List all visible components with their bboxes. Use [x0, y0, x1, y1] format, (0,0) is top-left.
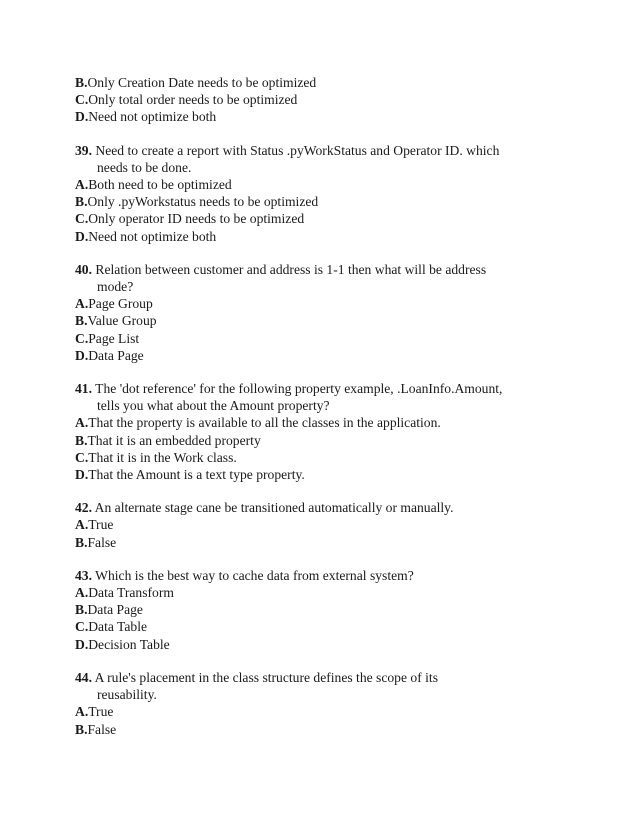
option-text: Data Table [88, 619, 148, 635]
spacer [75, 364, 575, 380]
option-text: That the Amount is a text type property. [88, 467, 305, 483]
question-39 [75, 142, 575, 245]
question-number: 40. [75, 261, 92, 277]
option-text: Data Transform [88, 585, 174, 601]
question-text: An alternate stage cane be transitioned automatically or manually. [94, 500, 454, 516]
question-43 [75, 567, 575, 653]
option-text: Only operator ID needs to be optimized [88, 211, 305, 227]
spacer [75, 126, 575, 142]
option-line [75, 74, 575, 91]
option-line [75, 295, 575, 312]
option-text: Both need to be optimized [88, 177, 232, 193]
option-letter: D. [75, 228, 89, 244]
option-text: False [87, 534, 117, 550]
option-letter: C. [75, 211, 89, 227]
question-text: Need to create a report with Status .pyWorkStatus and Operator ID. which [95, 142, 500, 158]
option-text: That it is an embedded property [87, 432, 261, 448]
option-text: True [88, 704, 114, 720]
option-text: True [88, 517, 114, 533]
option-letter: B. [75, 721, 88, 737]
option-letter: C. [75, 449, 89, 465]
option-letter: D. [75, 347, 89, 363]
option-letter: B. [75, 313, 88, 329]
question-number: 41. [75, 381, 92, 397]
question-line [75, 567, 575, 584]
option-text: Page List [88, 330, 140, 346]
option-line [75, 516, 575, 533]
option-letter: C. [75, 619, 89, 635]
question-line-continued [75, 686, 575, 703]
option-text: Only total order needs to be optimized [88, 92, 298, 108]
question-text: Which is the best way to cache data from external system? [95, 567, 414, 583]
option-line [75, 636, 575, 653]
option-line [75, 108, 575, 125]
option-letter: A. [75, 415, 89, 431]
question-number: 44. [75, 669, 92, 685]
question-text: The 'dot reference' for the following property example, .LoanInfo.Amount, [95, 381, 503, 397]
document-page [75, 74, 575, 738]
option-line [75, 584, 575, 601]
question-line [75, 261, 575, 278]
option-line [75, 703, 575, 720]
question-number: 39. [75, 142, 92, 158]
option-text: Data Page [88, 347, 144, 363]
spacer [75, 551, 575, 567]
question-44 [75, 669, 575, 738]
question-line [75, 142, 575, 159]
option-line [75, 193, 575, 210]
option-text: That it is in the Work class. [88, 449, 237, 465]
question-42 [75, 499, 575, 551]
question-line-continued [75, 159, 575, 176]
option-line [75, 449, 575, 466]
question-text: needs to be done. [97, 159, 192, 175]
continued-options [75, 74, 575, 126]
spacer [75, 483, 575, 499]
option-line [75, 721, 575, 738]
question-text: tells you what about the Amount property? [97, 398, 330, 414]
option-letter: B. [75, 432, 88, 448]
option-text: Value Group [87, 313, 157, 329]
question-line-continued [75, 278, 575, 295]
spacer [75, 653, 575, 669]
option-text: Decision Table [88, 636, 170, 652]
question-text: mode? [97, 279, 134, 295]
option-letter: B. [75, 75, 88, 90]
option-text: Need not optimize both [88, 228, 217, 244]
option-line [75, 414, 575, 431]
option-text: That the property is available to all the classes in the application. [88, 415, 441, 431]
option-text: Data Page [87, 602, 143, 618]
question-line-continued [75, 397, 575, 414]
option-line [75, 534, 575, 551]
option-letter: A. [75, 704, 89, 720]
option-letter: D. [75, 109, 89, 125]
question-40 [75, 261, 575, 364]
option-text: Need not optimize both [88, 109, 217, 125]
option-letter: A. [75, 177, 89, 193]
question-line [75, 499, 575, 516]
option-letter: B. [75, 602, 88, 618]
question-text: Relation between customer and address is 1-1 then what will be address [95, 261, 487, 277]
spacer [75, 245, 575, 261]
question-text: reusability. [97, 687, 157, 703]
option-letter: C. [75, 330, 89, 346]
question-text: A rule's placement in the class structure defines the scope of its [94, 669, 438, 685]
option-letter: C. [75, 92, 89, 108]
question-line [75, 669, 575, 686]
option-line [75, 432, 575, 449]
option-letter: A. [75, 585, 89, 601]
option-text: Only Creation Date needs to be optimized [87, 75, 317, 90]
option-text: Page Group [88, 296, 153, 312]
option-letter: B. [75, 194, 88, 210]
option-letter: D. [75, 467, 89, 483]
option-line [75, 312, 575, 329]
option-line [75, 330, 575, 347]
question-41 [75, 380, 575, 483]
option-line [75, 176, 575, 193]
option-text: False [87, 721, 117, 737]
option-text: Only .pyWorkstatus needs to be optimized [87, 194, 319, 210]
option-letter: B. [75, 534, 88, 550]
option-line [75, 601, 575, 618]
option-letter: A. [75, 517, 89, 533]
option-letter: D. [75, 636, 89, 652]
option-line [75, 228, 575, 245]
option-line [75, 91, 575, 108]
option-line [75, 347, 575, 364]
question-number: 42. [75, 500, 92, 516]
option-letter: A. [75, 296, 89, 312]
question-line [75, 380, 575, 397]
option-line [75, 618, 575, 635]
question-number: 43. [75, 567, 92, 583]
option-line [75, 210, 575, 227]
option-line [75, 466, 575, 483]
